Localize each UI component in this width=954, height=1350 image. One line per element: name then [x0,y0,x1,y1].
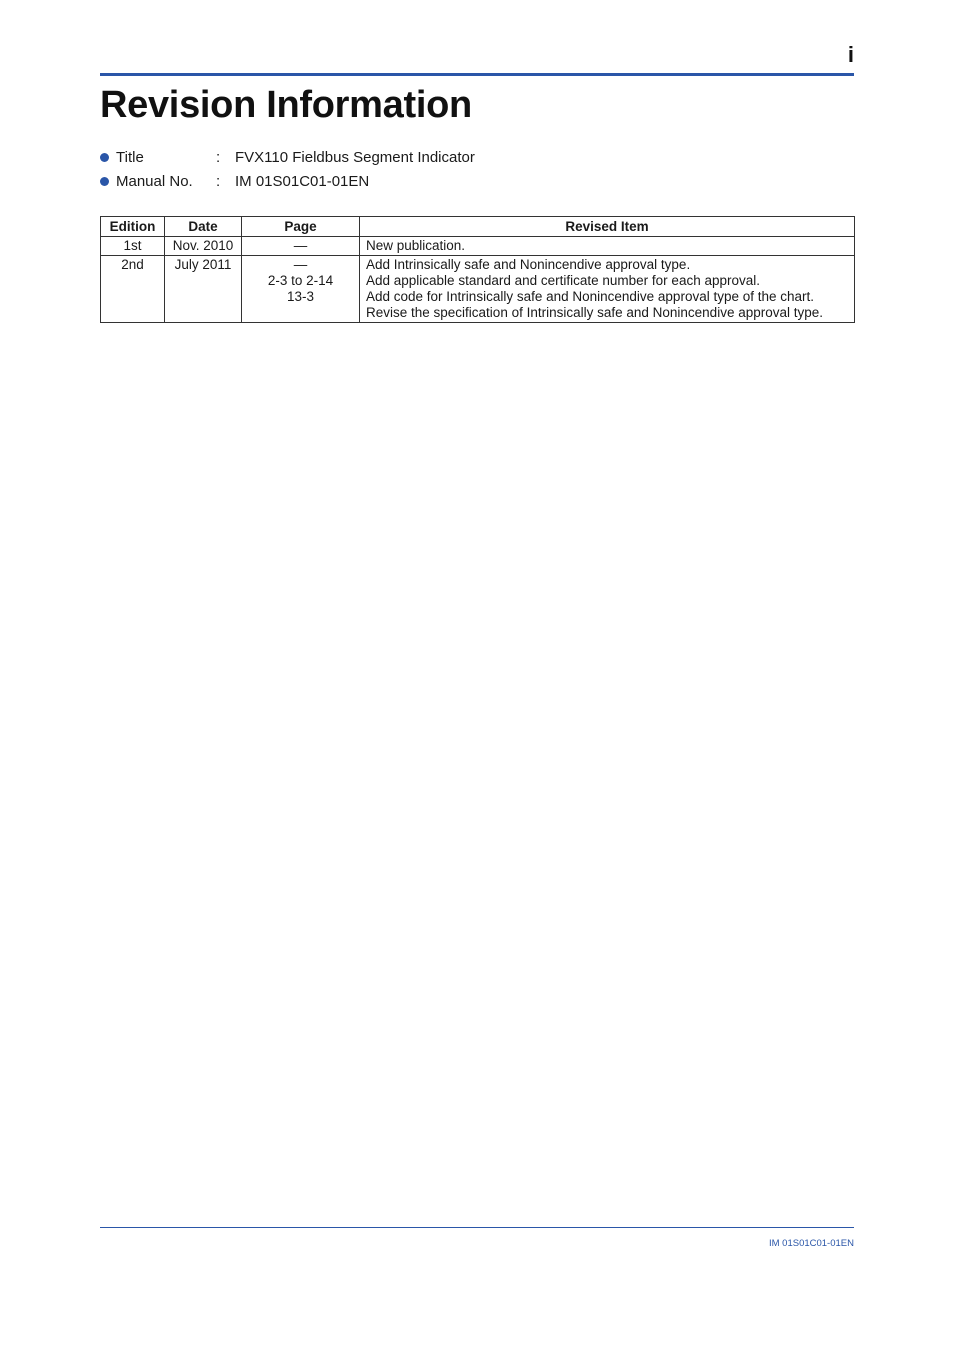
cell-revised-item [360,237,855,256]
meta-colon: : [216,148,221,166]
header-rule [100,73,854,76]
page-ref: 2-3 to 2-14 [267,273,334,288]
revision-table [100,216,855,323]
bullet-icon [100,177,109,186]
cell-revised-item [360,256,855,323]
revised-item-line: Revise the specification of Intrinsically safe and Nonincendive approval type. [366,305,824,320]
table-row [101,237,855,256]
revised-item-line: New publication. [366,238,466,253]
header-edition: Edition [101,217,165,237]
cell-date: Nov. 2010 [165,237,242,256]
cell-edition: 2nd [101,256,165,323]
manual-info-number-row [100,169,475,193]
revised-item-line: Add Intrinsically safe and Nonincendive approval type. [366,257,691,272]
cell-page [242,237,360,256]
page-ref: — [293,238,308,253]
manual-info-list [100,145,475,193]
bullet-icon [100,153,109,162]
revised-item-line: Add code for Intrinsically safe and Nonincendive approval type of the chart. [366,289,815,304]
table-header-row [101,217,855,237]
page-ref: — [293,257,308,272]
meta-value: FVX110 Fieldbus Segment Indicator [235,148,475,166]
footer-doc-code: IM 01S01C01-01EN [768,1238,854,1249]
page-title: Revision Information [100,84,472,126]
cell-page [242,256,360,323]
manual-info-title-row [100,145,475,169]
header-date: Date [165,217,242,237]
cell-date: July 2011 [165,256,242,323]
header-page: Page [242,217,360,237]
revised-item-line: Add applicable standard and certificate number for each approval. [366,273,760,288]
cell-edition: 1st [101,237,165,256]
meta-label: Title [116,148,144,166]
table-row [101,256,855,323]
meta-value: IM 01S01C01-01EN [235,172,370,190]
page-number: i [847,42,854,67]
page-ref: 13-3 [286,289,315,304]
meta-colon: : [216,172,221,190]
meta-label: Manual No. [116,172,193,190]
footer-rule [100,1227,854,1228]
header-revised-item: Revised Item [360,217,855,237]
